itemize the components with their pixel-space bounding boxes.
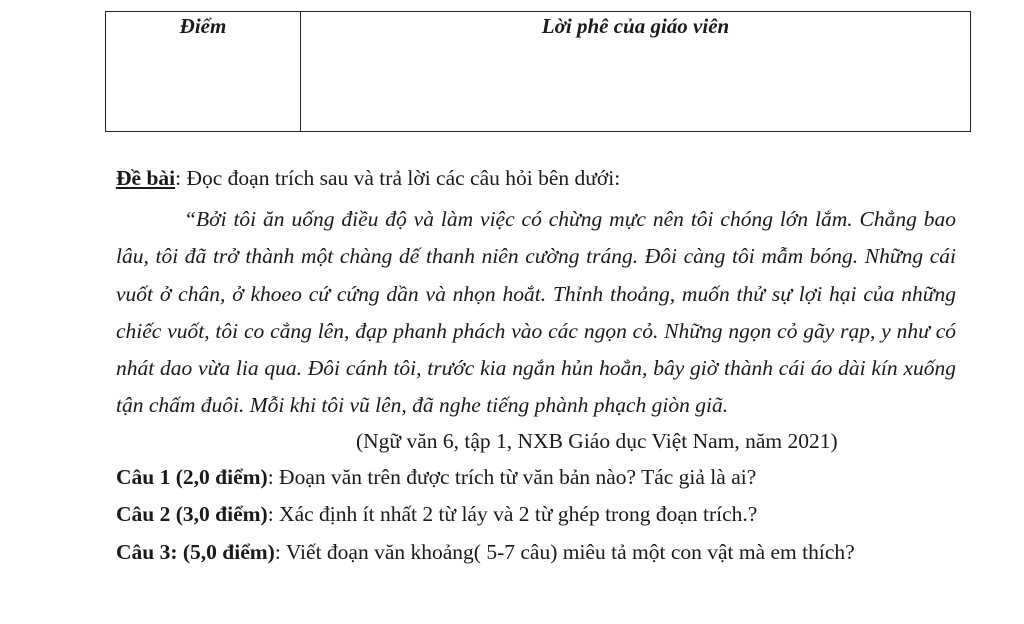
assignment-intro [116, 160, 956, 197]
assignment-instruction: : Đọc đoạn trích sau và trả lời các câu hỏi bên dưới: [175, 166, 621, 190]
question-1-label: Câu 1 (2,0 điểm) [116, 464, 268, 489]
question-2-label: Câu 2 (3,0 điểm) [116, 501, 268, 526]
score-cell [106, 12, 301, 131]
question-3-label: Câu 3: (5,0 điểm) [116, 539, 275, 564]
teacher-comment-cell [301, 12, 970, 131]
question-1 [116, 459, 956, 496]
question-1-text: : Đoạn văn trên được trích từ văn bản nào? Tác giả là ai? [267, 464, 757, 489]
question-2-text: : Xác định ít nhất 2 từ láy và 2 từ ghép trong đoạn trích.? [267, 501, 758, 526]
grade-table [105, 11, 971, 132]
question-2 [116, 496, 956, 533]
excerpt-passage [116, 201, 956, 425]
teacher-comment-header: Lời phê của giáo viên [541, 14, 730, 38]
excerpt-source: (Ngữ văn 6, tập 1, NXB Giáo dục Việt Nam, năm 2021) [356, 428, 838, 453]
question-3-text: : Viết đoạn văn khoảng( 5-7 câu) miêu tả một con vật mà em thích? [274, 539, 855, 564]
question-3 [116, 533, 956, 571]
assignment-label: Đề bài [116, 166, 176, 190]
assignment-content [116, 160, 956, 571]
excerpt-text: “Bởi tôi ăn uống điều độ và làm việc có chừng mực nên tôi chóng lớn lắm. Chẳng bao lâu, tôi đã trở thành một chàng dế thanh niên cường tráng. Đôi càng tôi mẫm bóng. Những cái vuốt ở chân, ở khoeo cứ cứng dần và nhọn hoắt. Thỉnh thoảng, muốn thử sự lợi hại của những chiếc vuốt, tôi co cẳng lên, đạp phanh phách vào các ngọn cỏ. Những ngọn cỏ gãy rạp, y như có nhát dao vừa lia qua. Đôi cánh tôi, trước kia ngắn hủn hoẳn, bây giờ thành cái áo dài kín xuống tận chấm đuôi. Mỗi khi tôi vũ lên, đã nghe tiếng phành phạch giòn giã. [116, 207, 956, 418]
score-header: Điểm [179, 14, 227, 38]
